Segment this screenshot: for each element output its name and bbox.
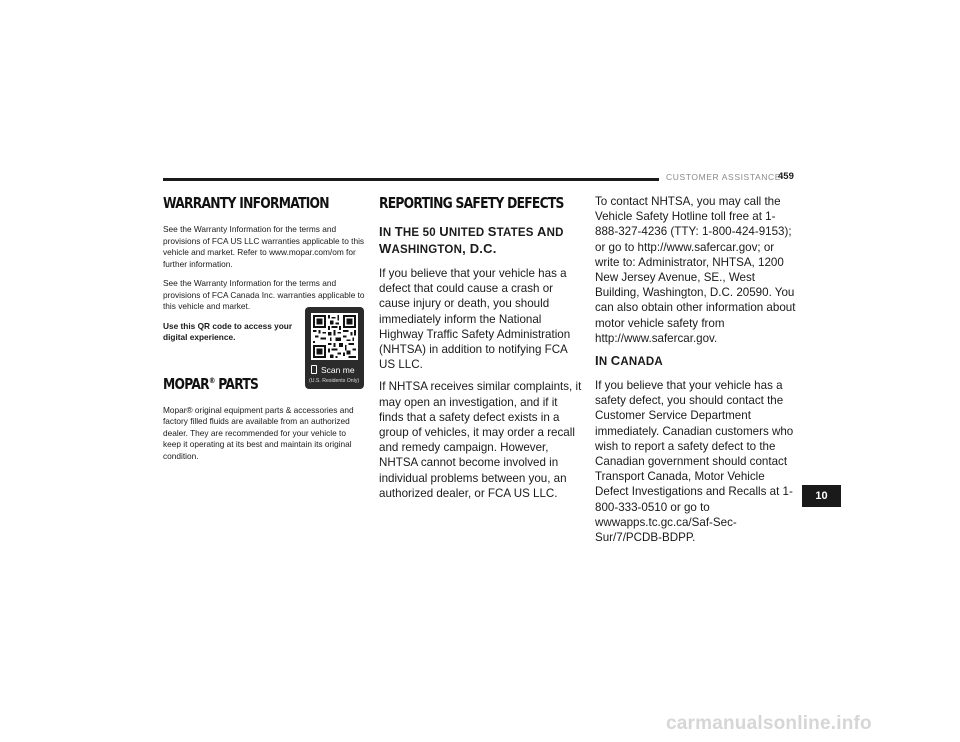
nhtsa-contact-paragraph: To contact NHTSA, you may call the Vehicle Safety Hotline toll free at 1-888-327-4236 (TTY: 1-800-424-9153); or go to http://www.safercar.gov; or write to: Administrator, NHTSA, 1200 New Jersey Avenue, SE., West Building, Washington, D.C. 20590. You can also obtain other information about motor vehicle safety from http://www.safercar.gov.	[595, 195, 796, 345]
safety-paragraph-2: If NHTSA receives similar complaints, it may open an investigation, and if it finds that a safety defect exists in a group of vehicles, it may order a recall and remedy campaign. However, NHTSA cannot become involved in individual problems between you, an authorized dealer, or FCA US LLC.	[379, 380, 582, 500]
running-header: CUSTOMER ASSISTANCE	[666, 172, 781, 182]
qr-code-icon	[311, 313, 358, 360]
us-residents-label: (U.S. Residents Only)	[309, 378, 360, 384]
phone-icon	[311, 365, 317, 374]
page-number: 459	[778, 171, 794, 182]
watermark: carmanualsonline.info	[666, 713, 872, 734]
safety-heading: REPORTING SAFETY DEFECTS	[379, 194, 564, 212]
header-rule	[163, 178, 659, 181]
canada-subheading: IN CANADA	[595, 353, 663, 369]
warranty-heading: WARRANTY INFORMATION	[163, 194, 329, 212]
mopar-paragraph: Mopar® original equipment parts & accessories and factory filled fluids are available from an authorized dealer. They are recommended for your vehicle to keep it operating at its best and maintain its original condition.	[163, 404, 354, 461]
scan-me-label: Scan me	[311, 365, 355, 375]
column-3	[595, 194, 798, 552]
safety-paragraph-1: If you believe that your vehicle has a defect that could cause a crash or cause injury or death, you should immediately inform the National Highway Traffic Safety Administration (NHTSA) in addition to notifying FCA US LLC.	[379, 267, 571, 372]
qr-code-card[interactable]	[305, 307, 364, 389]
us-subheading: IN THE 50 UNITED STATES AND WASHINGTON, D.C.	[379, 224, 564, 256]
warranty-paragraph-canada: See the Warranty Information for the terms and provisions of FCA Canada Inc. warranties applicable to this vehicle and market.	[163, 278, 365, 311]
mopar-heading: MOPAR® PARTS	[163, 374, 259, 393]
qr-note: Use this QR code to access your digital experience.	[163, 320, 293, 342]
canada-paragraph: If you believe that your vehicle has a safety defect, you should contact the Customer Service Department immediately. Canadian customers who wish to report a safety defect to the Canadian government should contact Transport Canada, Motor Vehicle Defect Investigations and Recalls at 1-800-333-0510 or go to wwwapps.tc.gc.ca/Saf-Sec-Sur/7/PCDB-BDPP.	[595, 379, 794, 545]
warranty-paragraph-us: See the Warranty Information for the terms and provisions of FCA US LLC warranties applicable to this vehicle and market. Refer to www.mopar.com/om for further information.	[163, 224, 365, 269]
chapter-tab: 10	[802, 485, 841, 507]
column-2	[379, 194, 582, 508]
